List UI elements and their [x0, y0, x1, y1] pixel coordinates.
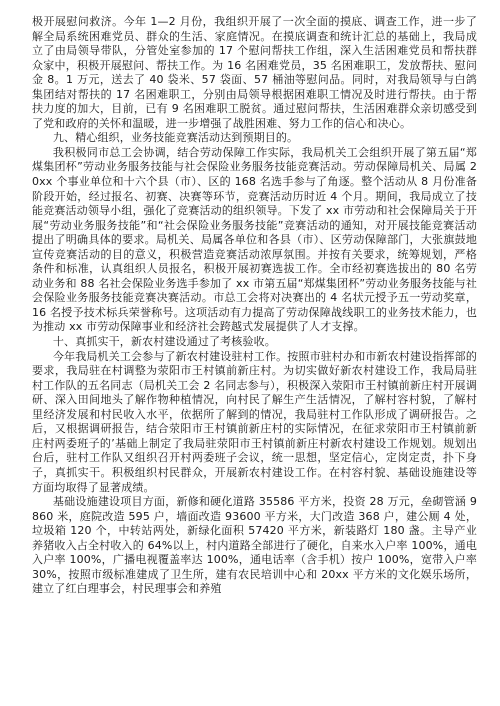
paragraph-infrastructure: 基础设施建设项目方面，新修和硬化道路 35586 平方米，投资 28 万元，垒砌管涵 9860 米，庭院改造 595 户，墙面改造 93600 平方米，大门改造 368 户，建公厕 4 处，垃圾箱 120 个，中转站两处，新绿化面积 57420 平方米，新装路灯 180 盏。主导产业养猪收入占全村收入的 64%以上，村内道路全部进行了硬化，自来水入户率 100%，通电入户率 100%，广播电视覆盖率达 100%，通电话率（含手机）按户 100%，宽带入户率 30%，按照市级标准建成了卫生所，建有农民培训中心和 20xx 平方米的文化娱乐场所，建立了红白理事会，村民理事会和养殖 [32, 495, 477, 596]
paragraph-skills-competition: 我积极同市总工会协调，结合劳动保障工作实际，我局机关工会组织开展了第五届“郑煤集团杯”劳动业务服务技能与社会保险业务服务技能竞赛活动。劳动保障局机关、局属 20xx 个事业单位和十六个县（市）、区的 168 名选手参与了角逐。整个活动从 8 月份准备阶段开始，经过报名、初赛、决赛等环节，竞赛活动历时近 4 个月。期间，我局成立了技能竞赛活动领导小组，强化了竞赛活动的组织领导。下发了 xx 市劳动和社会保障局关于开展“劳动业务服务技能”和“社会保险业务服务技能”竞赛活动的通知，对开展技能竞赛活动提出了明确具体的要求。局机关、局属各单位和各县（市）、区劳动保障部门，大张旗鼓地宣传竞赛活动的目的意义，积极营造竞赛活动浓厚氛围。并按有关要求，统筹规划，严格条件和标准，认真组织人员报名，积极开展初赛选拔工作。全市经初赛选拔出的 80 名劳动业务和 88 名社会保险业务选手参加了 xx 市第五届“郑煤集团杯”劳动业务服务技能与社会保险业务服务技能竞赛决赛活动。市总工会将对决赛出的 4 名状元授予五一劳动奖章，16 名授予技术标兵荣誉称号。这项活动有力提高了劳动保障战线职工的业务技术能力，也为推动 xx 市劳动保障事业和经济社会跨越式发展提供了人才支撑。 [32, 145, 477, 334]
paragraph-new-countryside: 今年我局机关工会参与了新农村建设驻村工作。按照市驻村办和市新农村建设指挥部的要求，我局驻在村调整为荥阳市王村镇前新庄村。为切实做好新农村建设工作，我局局驻村工作队的五名同志（局机关工会 2 名同志参与），积极深入荥阳市王村镇前新庄村开展调研、深入田间地头了解作物种植情况，向村民了解生产生活情况，了解村容村貌，了解村里经济发展和村民收入水平，依据所了解到的情况，我局驻村工作队形成了调研报告。之后，又根据调研报告，结合荥阳市王村镇前新庄村的实际情况，在征求荥阳市王村镇前新庄村两委班子的’基础上制定了我局驻荥阳市王村镇前新庄村新农村建设工作规划。规划出台后，驻村工作队又组织召开村两委班子会议，统一思想，坚定信心，定岗定责，扑下身子，真抓实干。积极组织村民群众，开展新农村建设工作。在村容村貌、基础设施建设等方面均取得了显著成绩。 [32, 349, 477, 494]
section-heading-ten: 十、真抓实干，新农村建设通过了考核验收。 [52, 335, 276, 349]
section-heading-nine: 九、精心组织，业务技能竞赛活动达到预期目的。 [52, 131, 299, 145]
paragraph-poverty-relief: 极开展慰问救济。今年 1—2 月份，我组织开展了一次全面的摸底、调查工作，进一步了解全局系统困难党员、群众的生活、家庭情况。在摸底调查和统计汇总的基础上，我局成立了由局领导带队，分管处室参加的 17 个慰问帮扶工作组，深入生活困难党员和帮扶群众家中，积极开展慰问、帮扶工作。为 16 名困难党员，35 名困难职工，发放帮扶、慰问金 8。1 万元，送去了 40 袋米、57 袋面、57 桶油等慰问品。同时，对我局领导与白鸽集团结对帮扶的 17 名困难职工，分别由局领导根据困难职工情况及时进行帮扶。由于帮扶力度的加大，目前，已有 9 名困难职工脱贫。通过慰问帮扶，生活困难群众亲切感受到了党和政府的关怀和温暖，进一步增强了战胜困难、努力工作的信心和决心。 [32, 15, 477, 130]
